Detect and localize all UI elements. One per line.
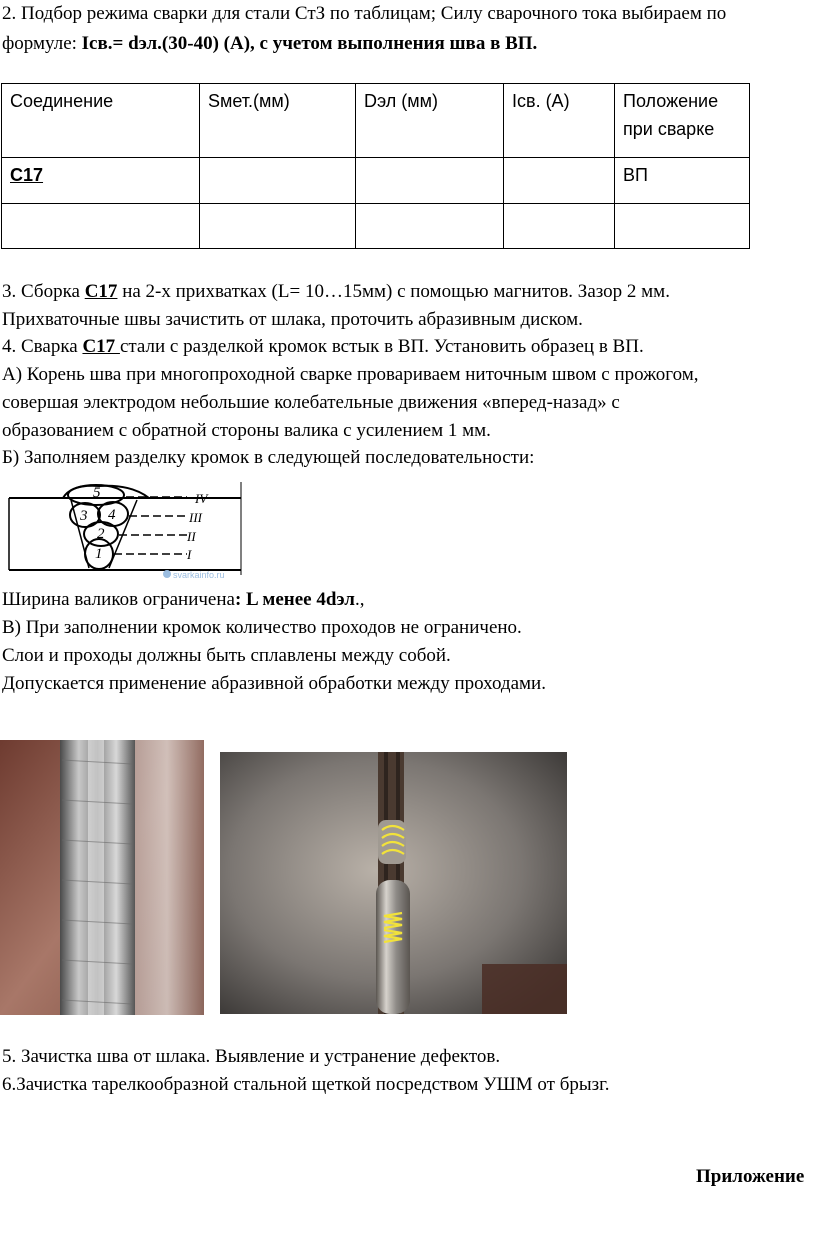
text: ., — [354, 589, 365, 610]
paragraph-b: Б) Заполняем разделку кромок в следующей последовательности: — [2, 447, 535, 468]
text: 3. Сборка — [2, 281, 85, 302]
header-cell: Dэл (мм) — [356, 84, 504, 158]
header-cell: Sмет.(мм) — [200, 84, 356, 158]
watermark: svarkainfo.ru — [173, 570, 225, 580]
layer-label: IV — [195, 491, 208, 506]
formula-label: формуле: — [2, 33, 82, 54]
paragraph-a-line2: совершая электродом небольшие колебательные движения «вперед-назад» с — [2, 392, 620, 413]
table-cell — [356, 158, 504, 204]
table-cell — [504, 204, 615, 249]
table-row — [2, 204, 750, 249]
paragraph-v-line1: В) При заполнении кромок количество проходов не ограничено. — [2, 617, 522, 638]
table-cell — [356, 204, 504, 249]
text: 4. Сварка — [2, 336, 83, 357]
table-row — [2, 158, 750, 204]
paragraph-2-line1: 2. Подбор режима сварки для стали СтЗ по таблицам; Силу сварочного тока выбираем по — [2, 3, 727, 24]
weld-bead-photo — [0, 740, 204, 1015]
formula: Iсв.= dэл.(30-40) (А), с учетом выполнения шва в ВП. — [81, 33, 538, 54]
table-cell — [200, 158, 356, 204]
joint-code: С17 — [84, 281, 118, 302]
weld-passes-diagram — [1, 470, 245, 582]
pass-label: 2 — [97, 526, 105, 542]
header-cell: Iсв. (А) — [504, 84, 615, 158]
appendix-heading: Приложение — [696, 1166, 805, 1187]
paragraph-v-line3: Допускается применение абразивной обработки между проходами. — [2, 673, 546, 694]
bead-width-rule: : L менее 4dэл — [234, 589, 355, 610]
tacked-joint-photo — [220, 752, 567, 1014]
table-cell — [2, 158, 200, 204]
table-cell — [504, 158, 615, 204]
text: стали с разделкой кромок встык в ВП. Установить образец в ВП. — [119, 336, 644, 357]
joint-code: С17 — [10, 165, 44, 185]
table-cell — [200, 204, 356, 249]
header-cell: Соединение — [2, 84, 200, 158]
paragraph-2-line2 — [2, 32, 537, 56]
header-cell: Положение при сварке — [615, 84, 750, 158]
paragraph-4 — [2, 335, 644, 359]
layer-label: I — [187, 547, 192, 562]
pass-label: 1 — [95, 546, 103, 562]
text: Ширина валиков ограничена — [2, 589, 235, 610]
pass-label: 3 — [80, 508, 88, 524]
paragraph-6: 6.Зачистка тарелкообразной стальной щеткой посредством УШМ от брызг. — [2, 1074, 610, 1095]
table-cell: ВП — [615, 158, 750, 204]
layer-label: III — [189, 510, 202, 525]
pass-label: 4 — [108, 507, 116, 523]
paragraph-3-line1 — [2, 280, 670, 304]
paragraph-5: 5. Зачистка шва от шлака. Выявление и устранение дефектов. — [2, 1046, 501, 1067]
layer-label: II — [187, 529, 196, 544]
table-cell — [2, 204, 200, 249]
text: на 2-х прихватках (L= 10…15мм) с помощью магнитов. Зазор 2 мм. — [117, 281, 670, 302]
paragraph-3-line2: Прихваточные швы зачистить от шлака, проточить абразивным диском. — [2, 309, 583, 330]
pass-label: 5 — [93, 485, 101, 501]
paragraph-v-line2: Слои и проходы должны быть сплавлены между собой. — [2, 645, 451, 666]
paragraph-a-line3: образованием с обратной стороны валика с усилением 1 мм. — [2, 420, 491, 441]
joint-code: С17 — [82, 336, 120, 357]
welding-mode-table — [1, 83, 750, 249]
table-header-row — [2, 84, 750, 158]
table-cell — [615, 204, 750, 249]
bead-width-line — [2, 588, 364, 612]
paragraph-a-line1: А) Корень шва при многопроходной сварке провариваем ниточным швом с прожогом, — [2, 364, 699, 385]
